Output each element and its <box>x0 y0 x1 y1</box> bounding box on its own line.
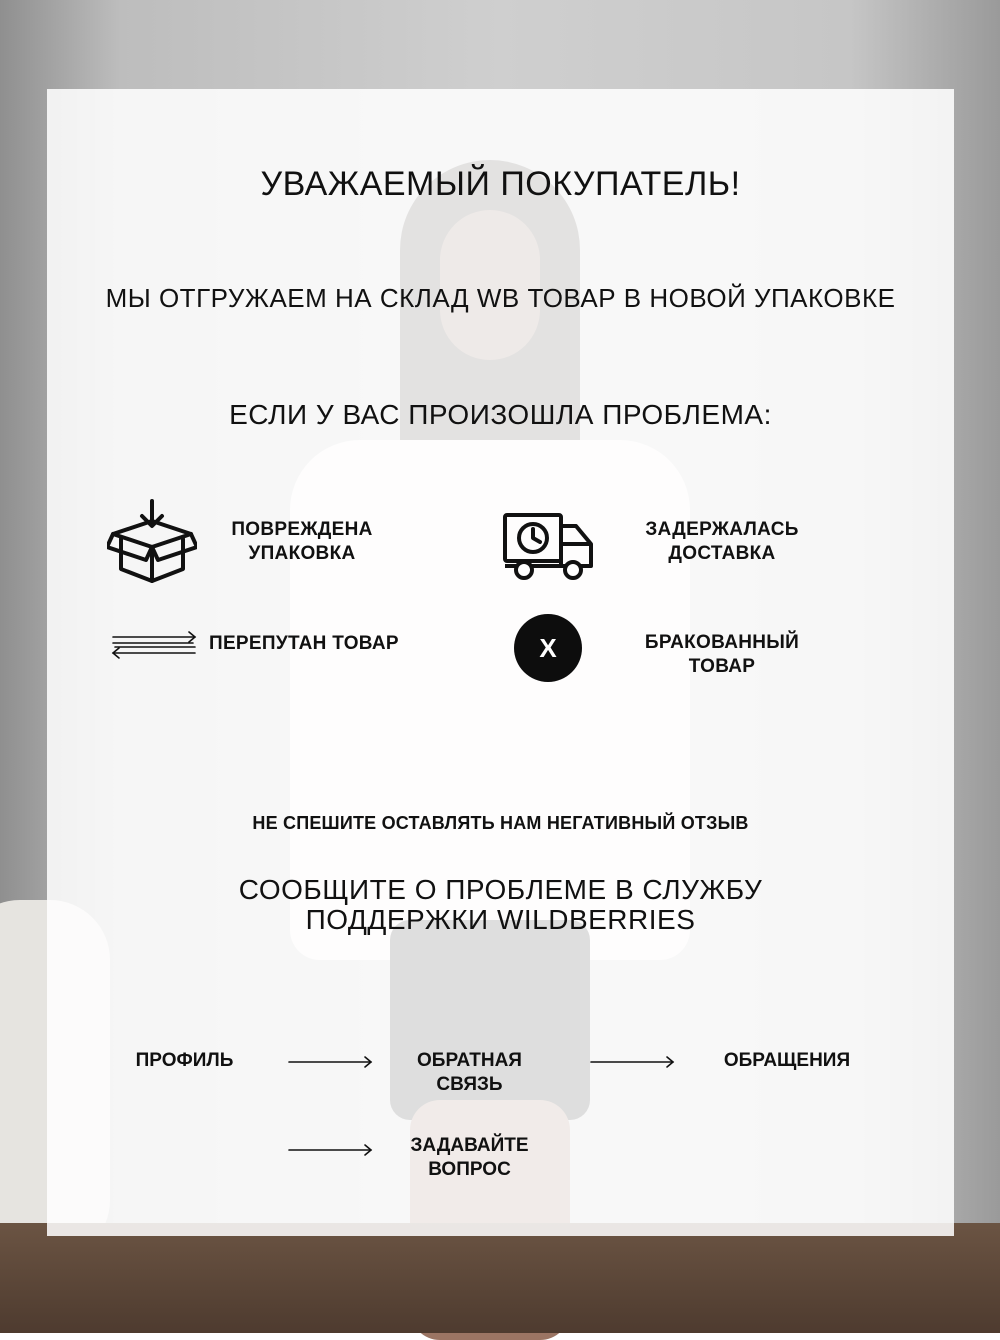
ask-line1: ЗАДАВАЙТЕ <box>410 1135 529 1156</box>
feedback-line1: ОБРАТНАЯ <box>417 1050 522 1071</box>
step-feedback <box>397 1049 542 1097</box>
info-card <box>47 89 954 1236</box>
damaged-line1: ПОВРЕЖДЕНА <box>231 519 373 540</box>
damaged-line2: УПАКОВКА <box>248 543 356 564</box>
x-circle-icon: X <box>514 614 582 682</box>
support-line1: СООБЩИТЕ О ПРОБЛЕМЕ В СЛУЖБУ <box>238 874 763 905</box>
step-profile: ПРОФИЛЬ <box>135 1050 234 1071</box>
shipping-note: МЫ ОТГРУЖАЕМ НА СКЛАД WB ТОВАР В НОВОЙ УПАКОВКЕ <box>105 283 896 313</box>
background-floor <box>0 1223 1000 1333</box>
delayed-line2: ДОСТАВКА <box>668 543 776 564</box>
defective-line1: БРАКОВАННЫЙ <box>644 632 800 653</box>
negative-review-warning: НЕ СПЕШИТЕ ОСТАВЛЯТЬ НАМ НЕГАТИВНЫЙ ОТЗЫВ <box>252 813 749 833</box>
delivery-truck-icon <box>502 512 594 580</box>
damaged-package-label <box>222 518 382 566</box>
feedback-line2: СВЯЗЬ <box>436 1074 503 1095</box>
arrow-right-icon <box>287 1143 375 1157</box>
step-appeals: ОБРАЩЕНИЯ <box>723 1050 851 1071</box>
mixed-up-label: ПЕРЕПУТАН ТОВАР <box>209 633 399 654</box>
page-title: УВАЖАЕМЫЙ ПОКУПАТЕЛЬ! <box>260 165 741 203</box>
defective-line2: ТОВАР <box>688 656 756 677</box>
arrow-right-icon <box>589 1055 677 1069</box>
delayed-delivery-label <box>627 518 817 566</box>
box-download-icon <box>107 499 197 585</box>
problem-intro: ЕСЛИ У ВАС ПРОИЗОШЛА ПРОБЛЕМА: <box>229 399 772 430</box>
support-message <box>47 875 954 935</box>
step-ask-question <box>392 1134 547 1182</box>
defective-label <box>627 631 817 679</box>
swap-arrows-icon <box>109 629 199 661</box>
ask-line2: ВОПРОС <box>428 1159 511 1180</box>
support-line2: ПОДДЕРЖКИ WILDBERRIES <box>305 904 696 935</box>
arrow-right-icon <box>287 1055 375 1069</box>
delayed-line1: ЗАДЕРЖАЛАСЬ <box>645 519 799 540</box>
